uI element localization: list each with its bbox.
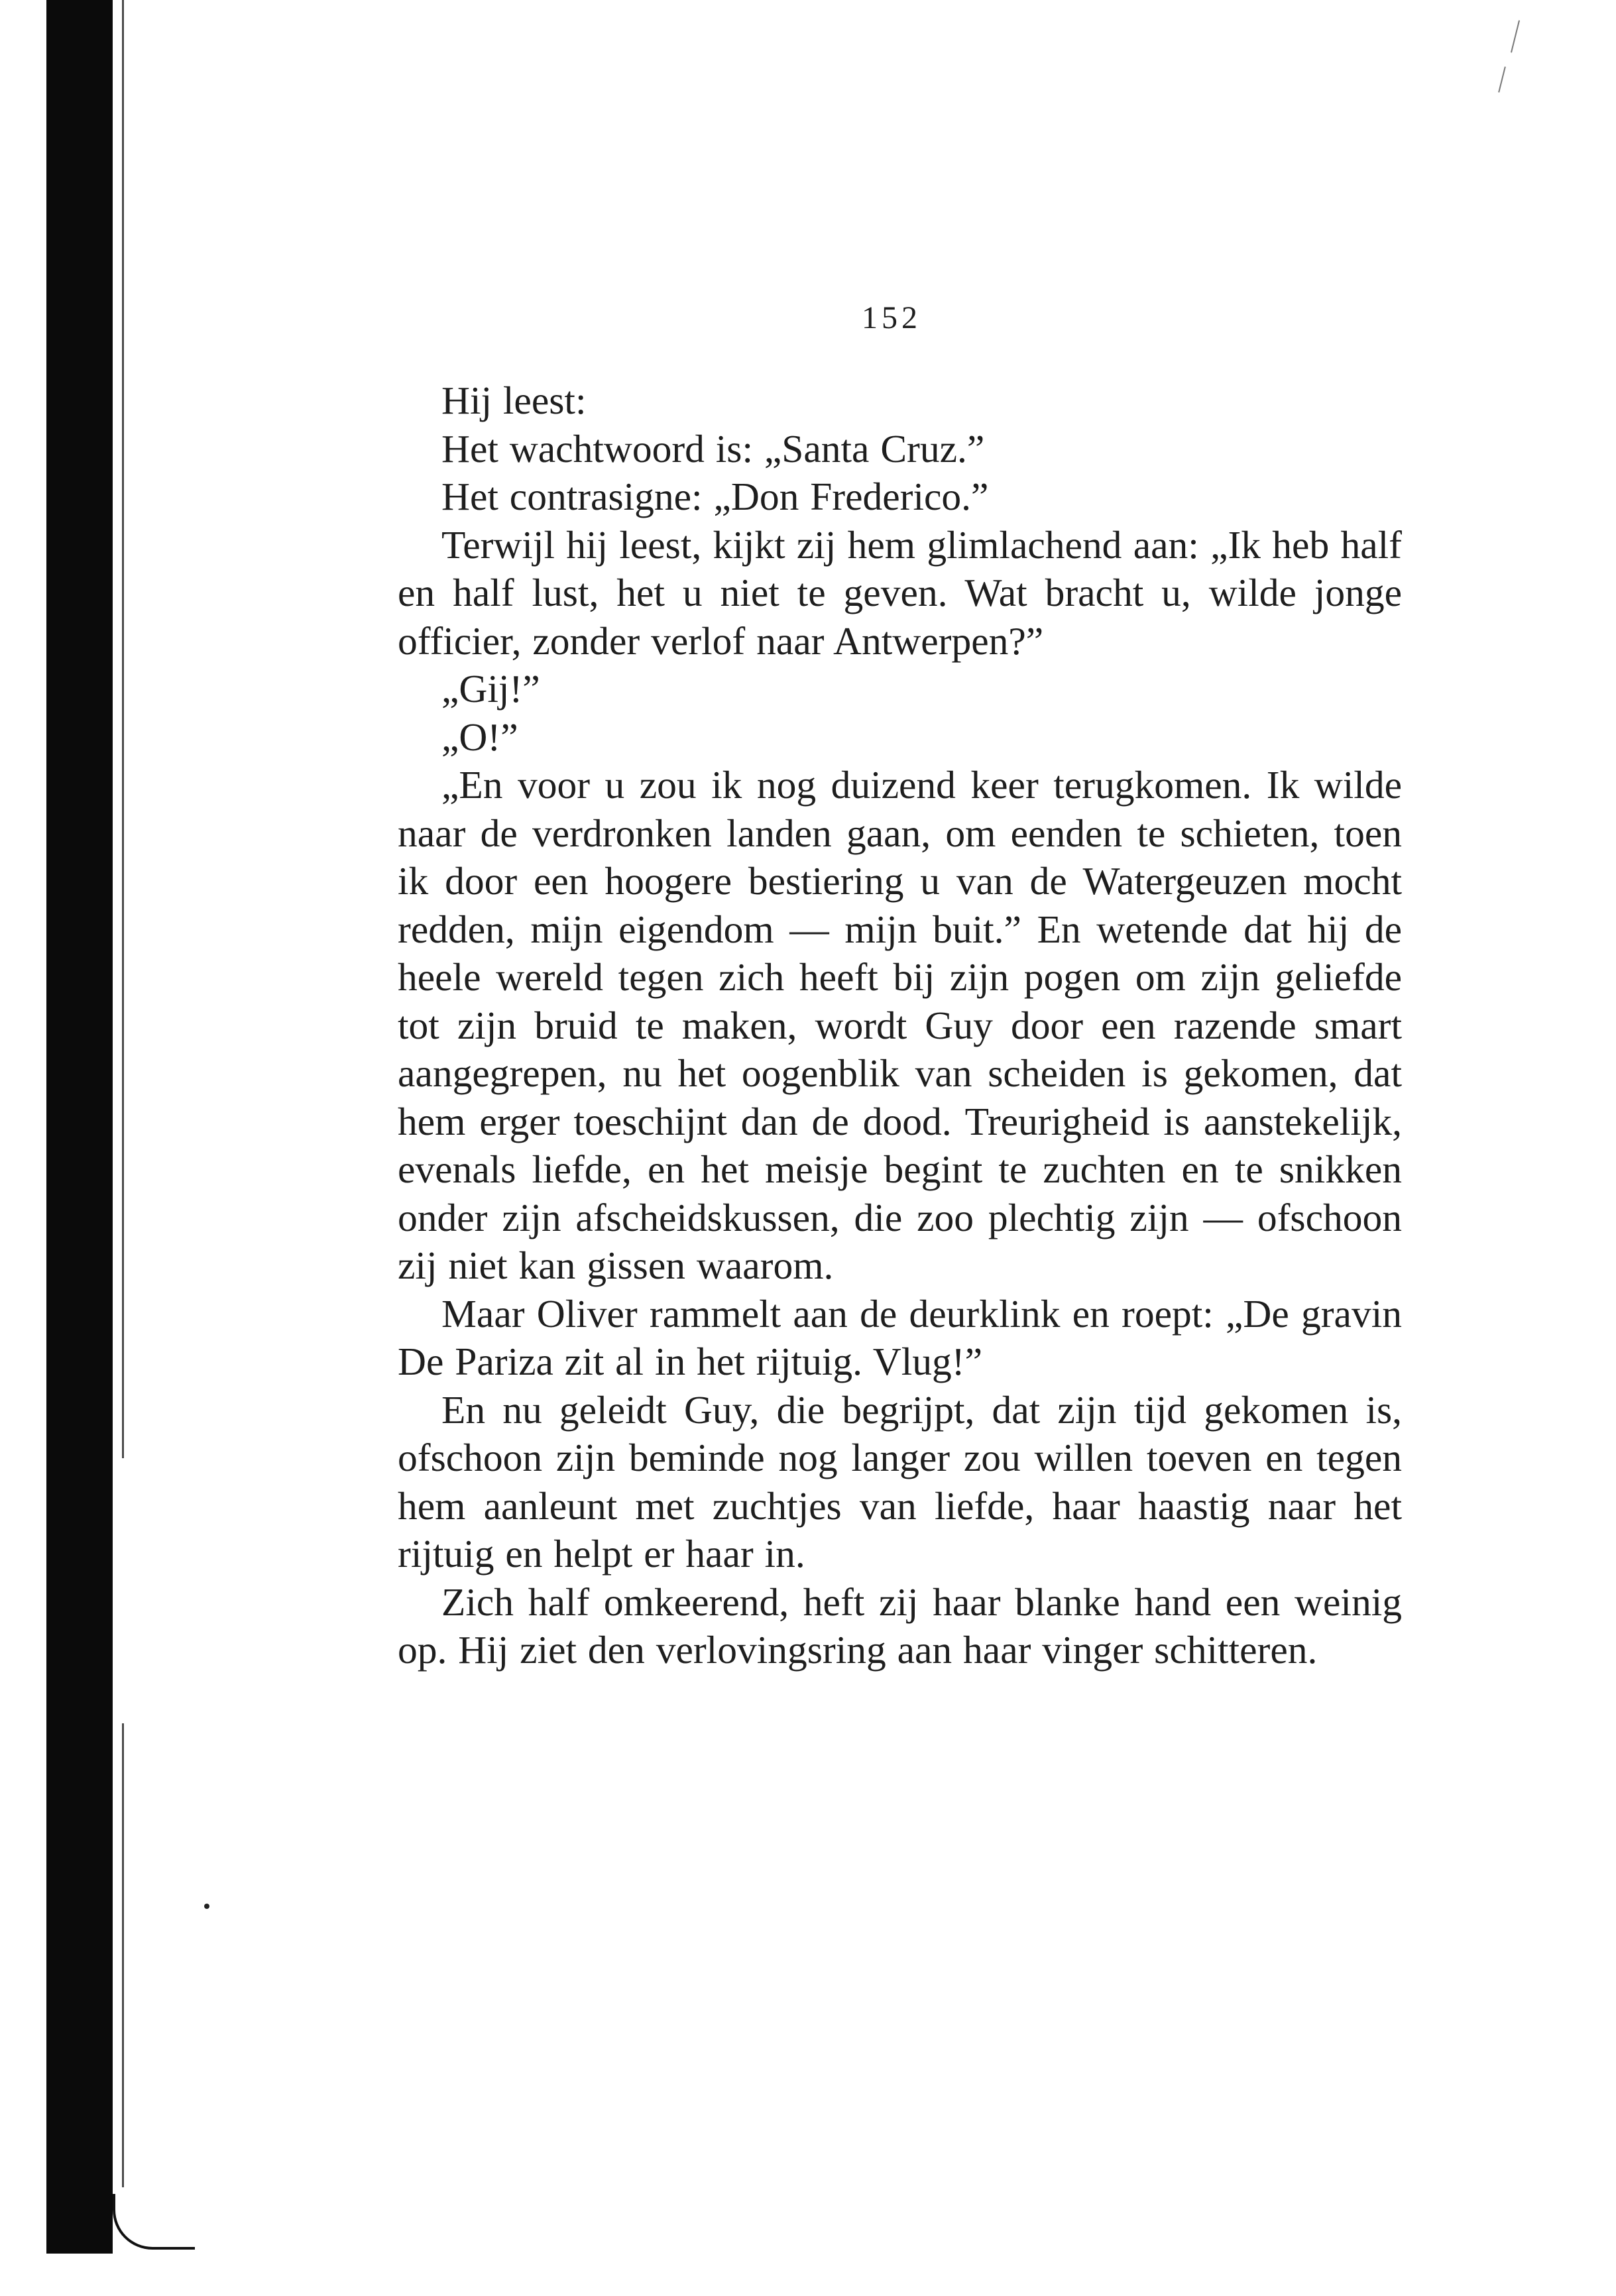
scan-margin-mark: [1498, 66, 1506, 92]
scan-gutter-line: [122, 0, 124, 1458]
page-number: 152: [862, 300, 921, 335]
paragraph: Hij leest:: [441, 378, 587, 422]
scan-binding-corner: [113, 2194, 195, 2250]
paragraph: „Gij!”: [441, 667, 540, 711]
paragraph: Maar Oliver rammelt aan de deurklink en roept: „De gravin De Pariza zit al in het rijtuig. Vlug!”: [398, 1291, 1402, 1383]
scan-binding-shadow: [46, 0, 113, 2254]
paragraph: Terwijl hij leest, kijkt zij hem glimlachend aan: „Ik heb half en half lust, het u niet te geven. Wat bracht u, wilde jonge officier, zonder verlof naar Antwerpen?”: [398, 522, 1402, 663]
paragraph: „En voor u zou ik nog duizend keer terugkomen. Ik wilde naar de verdronken landen gaan, om eenden te schieten, toen ik door een hoogere bestiering u van de Watergeuzen mocht redden, mijn eigendom — mijn buit.” En wetende dat hij de heele wereld tegen zich heeft bij zijn pogen om zijn geliefde tot zijn bruid te maken, wordt Guy door een razende smart aangegrepen, nu het oogenblik van scheiden is gekomen, dat hem erger toeschijnt dan de dood. Treurigheid is aanstekelijk, evenals liefde, en het meisje begint te zuchten en te snikken onder zijn afscheidskussen, die zoo plechtig zijn — ofschoon zij niet kan gissen waarom.: [398, 763, 1402, 1287]
scan-speck: [204, 1904, 209, 1909]
paragraph: Het contrasigne: „Don Frederico.”: [441, 475, 989, 518]
paragraph: Het wachtwoord is: „Santa Cruz.”: [441, 426, 985, 471]
paragraph: „O!”: [441, 715, 518, 759]
paragraph: En nu geleidt Guy, die begrijpt, dat zijn tijd gekomen is, ofschoon zijn beminde nog langer zou willen toeven en tegen hem aanleunt met zuchtjes van liefde, haar haastig naar het rijtuig en helpt er haar in.: [398, 1387, 1402, 1576]
scan-margin-mark: [1511, 21, 1520, 53]
paragraph: Zich half omkeerend, heft zij haar blanke hand een weinig op. Hij ziet den verlovingsring aan haar vinger schitteren.: [398, 1579, 1402, 1672]
body-text: [398, 376, 1402, 1674]
scan-gutter-line-lower: [122, 1723, 124, 2187]
